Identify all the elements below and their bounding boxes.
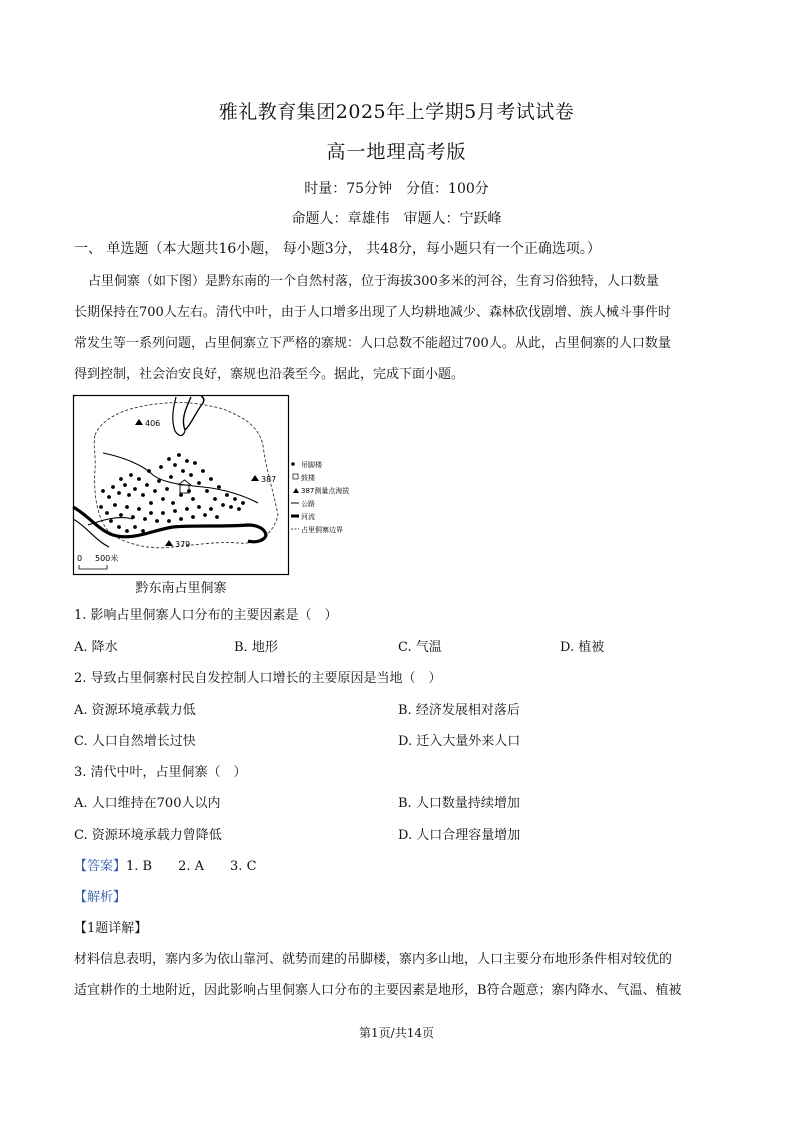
question-1-stem: 1. 影响占里侗寨人口分布的主要因素是（ ） [74, 608, 338, 623]
passage-line-3: 常发生等一系列问题，占里侗寨立下严格的寨规：人口总数不能超过700人。从此，占里侗寨的人口数量 [74, 336, 671, 351]
peak-387-label: 387 [261, 475, 277, 484]
q2-option-b: B. 经济发展相对落后 [398, 703, 520, 718]
page-number: 第1页/共14页 [359, 1026, 434, 1040]
q3-option-d: D. 人口合理容量增加 [398, 828, 521, 843]
village-map [73, 395, 350, 575]
peak-406-label: 406 [145, 419, 161, 428]
q3-option-a: A. 人口维持在700人以内 [74, 796, 221, 811]
section-heading: 一、 单选题（本大题共16小题， 每小题3分， 共48分，每小题只有一个正确选项。） [74, 241, 601, 257]
exam-time-info: 时量：75分钟 分值：100分 [304, 181, 489, 197]
analysis-label: 【解析】 [74, 890, 127, 905]
passage-line-4: 得到控制，社会治安良好，寨规也沿袭至今。据此，完成下面小题。 [74, 367, 465, 382]
peak-379-label: 379 [175, 540, 191, 549]
legend-road: 公路 [301, 500, 315, 508]
legend-boundary: 占里侗寨边界 [301, 526, 343, 534]
q1-option-d: D. 植被 [560, 640, 605, 655]
svg-text:0: 0 [77, 554, 83, 563]
map-caption: 黔东南占里侗寨 [135, 581, 227, 596]
q3-option-b: B. 人口数量持续增加 [398, 796, 520, 811]
q2-option-c: C. 人口自然增长过快 [74, 734, 196, 749]
analysis-sub-label: 【1题详解】 [74, 921, 148, 936]
analysis-line-1: 材料信息表明，寨内多为依山靠河、就势而建的吊脚楼，寨内多山地，人口主要分布地形条件相对较优的 [74, 952, 673, 967]
analysis-line-2: 适宜耕作的土地附近，因此影响占里侗寨人口分布的主要因素是地形，B符合题意；寨内降水、气温、植被 [74, 983, 682, 998]
q1-option-a: A. 降水 [74, 640, 118, 655]
q1-option-b: B. 地形 [234, 640, 278, 655]
q1-option-c: C. 气温 [398, 640, 442, 655]
answer-label: 【答案】 [74, 859, 127, 874]
legend-river: 河流 [301, 513, 315, 521]
answer-row [74, 855, 257, 874]
map-legend [291, 460, 349, 534]
legend-stilt-house: 吊脚楼 [301, 461, 322, 469]
question-3-stem: 3. 清代中叶，占里侗寨（ ） [74, 765, 247, 780]
exam-title: 雅礼教育集团2025年上学期5月考试试卷 [218, 101, 575, 123]
svg-text:500米: 500米 [95, 554, 119, 563]
answer-values: 1. B 2. A 3. C [126, 859, 257, 874]
q3-option-c: C. 资源环境承载力曾降低 [74, 828, 222, 843]
passage-line-1: 占里侗寨（如下图）是黔东南的一个自然村落，位于海拔300多米的河谷，生育习俗独特，人口数量 [88, 274, 659, 289]
q2-option-d: D. 迁入大量外来人口 [398, 734, 521, 749]
legend-elevation: 387测量点海拔 [301, 487, 350, 495]
legend-drum-tower: 鼓楼 [301, 474, 315, 482]
question-2-stem: 2. 导致占里侗寨村民自发控制人口增长的主要原因是当地（ ） [74, 671, 442, 686]
exam-authors: 命题人：章雄伟 审题人：宁跃峰 [291, 211, 502, 227]
exam-subtitle: 高一地理高考版 [326, 141, 467, 163]
q2-option-a: A. 资源环境承载力低 [74, 703, 196, 718]
passage-line-2: 长期保持在700人左右。清代中叶，由于人口增多出现了人均耕地减少、森林砍伐剧增、族人械斗事件时 [74, 305, 671, 320]
